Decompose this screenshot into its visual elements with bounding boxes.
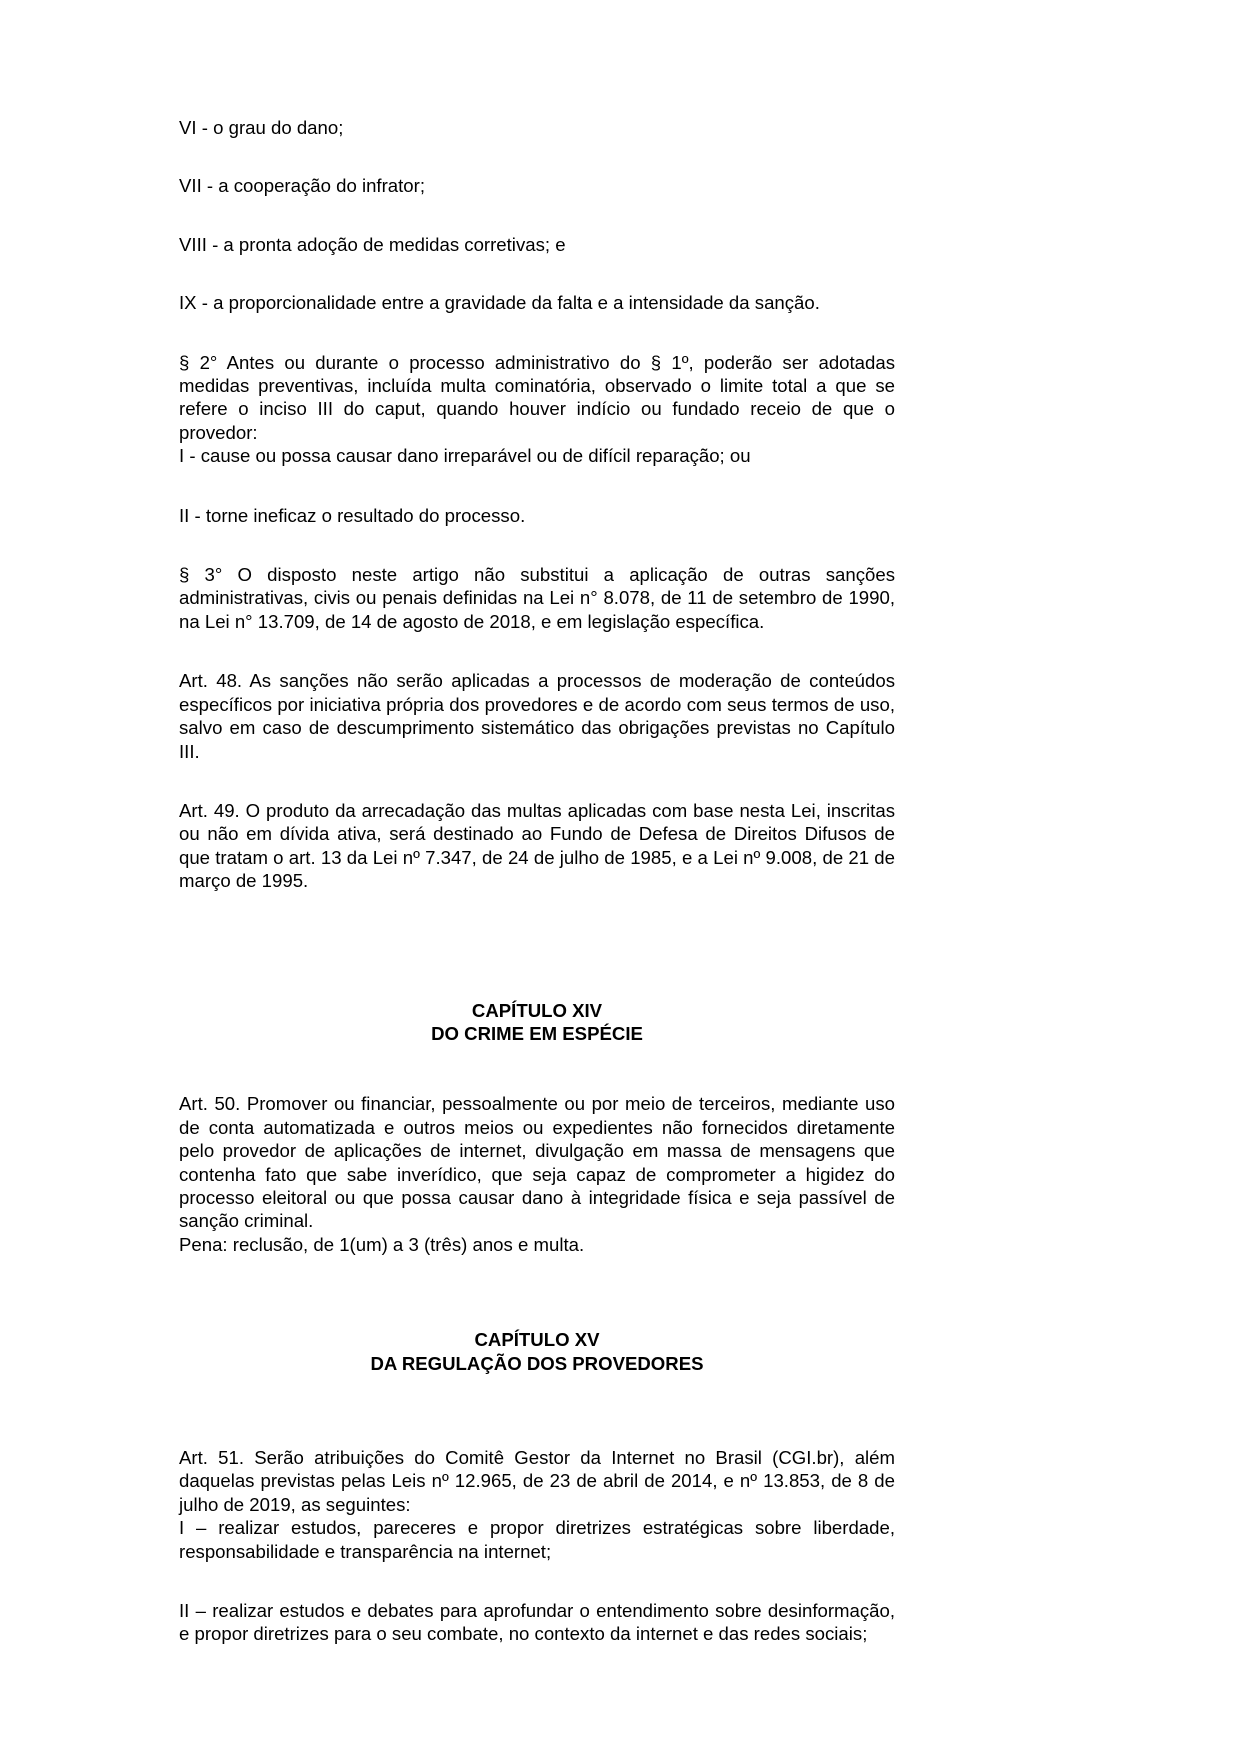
article-49: Art. 49. O produto da arrecadação das multas aplicadas com base nesta Lei, inscritas ou não em dívida ativa, será destinado ao Fundo de Defesa de Direitos Difusos de que tratam o art. 13 da Lei nº 7.347, de 24 de julho de 1985, e a Lei nº 9.008, de 21 de março de 1995. (179, 799, 895, 892)
article-51-item-ii: II – realizar estudos e debates para aprofundar o entendimento sobre desinformação, e propor diretrizes para o seu combate, no contexto da internet e das redes sociais; (179, 1600, 895, 1645)
chapter-xiv-heading (179, 999, 895, 1046)
article-51: Art. 51. Serão atribuições do Comitê Gestor da Internet no Brasil (CGI.br), além daquelas previstas pelas Leis nº 12.965, de 23 de abril de 2014, e nº 13.853, de 8 de julho de 2019, as seguintes: (179, 1447, 895, 1515)
chapter-xiv-title: DO CRIME EM ESPÉCIE (431, 1022, 643, 1044)
article-48: Art. 48. As sanções não serão aplicadas a processos de moderação de conteúdos específicos por iniciativa própria dos provedores e de acordo com seus termos de uso, salvo em caso de descumprimento sistemático das obrigações previstas no Capítulo III. (179, 670, 895, 762)
chapter-xiv-number: CAPÍTULO XIV (471, 999, 603, 1021)
article-50-penalty: Pena: reclusão, de 1(um) a 3 (três) anos e multa. (179, 1233, 585, 1255)
item-vi: VI - o grau do dano; (179, 117, 344, 138)
document-page (179, 116, 895, 1646)
chapter-xv-title: DA REGULAÇÃO DOS PROVEDORES (370, 1352, 704, 1374)
paragraph-2-item-i: I - cause ou possa causar dano irreparável ou de difícil reparação; ou (179, 445, 751, 467)
article-51-item-i: I – realizar estudos, pareceres e propor diretrizes estratégicas sobre liberdade, responsabilidade e transparência na internet; (179, 1517, 895, 1562)
paragraph-2-item-ii: II - torne ineficaz o resultado do processo. (179, 504, 526, 526)
paragraph-2: § 2° Antes ou durante o processo administrativo do § 1º, poderão ser adotadas medidas preventivas, incluída multa cominatória, observado o limite total a que se refere o inciso III do caput, quando houver indício ou fundado receio de que o provedor: (179, 351, 895, 443)
item-viii: VIII - a pronta adoção de medidas corretivas; e (179, 233, 566, 255)
article-50: Art. 50. Promover ou financiar, pessoalmente ou por meio de terceiros, mediante uso de conta automatizada e outros meios ou expedientes não fornecidos diretamente pelo provedor de aplicações de internet, divulgação em massa de mensagens que contenha fato que sabe inverídico, que seja capaz de comprometer a higidez do processo eleitoral ou que possa causar dano à integridade física e seja passível de sanção criminal. (179, 1093, 895, 1232)
chapter-xv-heading (179, 1328, 895, 1375)
paragraph-3: § 3° O disposto neste artigo não substitui a aplicação de outras sanções administrativas, civis ou penais definidas na Lei n° 8.078, de 11 de setembro de 1990, na Lei n° 13.709, de 14 de agosto de 2018, e em legislação específica. (179, 564, 895, 632)
item-ix: IX - a proporcionalidade entre a gravidade da falta e a intensidade da sanção. (179, 292, 820, 314)
chapter-xv-number: CAPÍTULO XV (474, 1329, 600, 1351)
item-vii: VII - a cooperação do infrator; (179, 175, 425, 197)
